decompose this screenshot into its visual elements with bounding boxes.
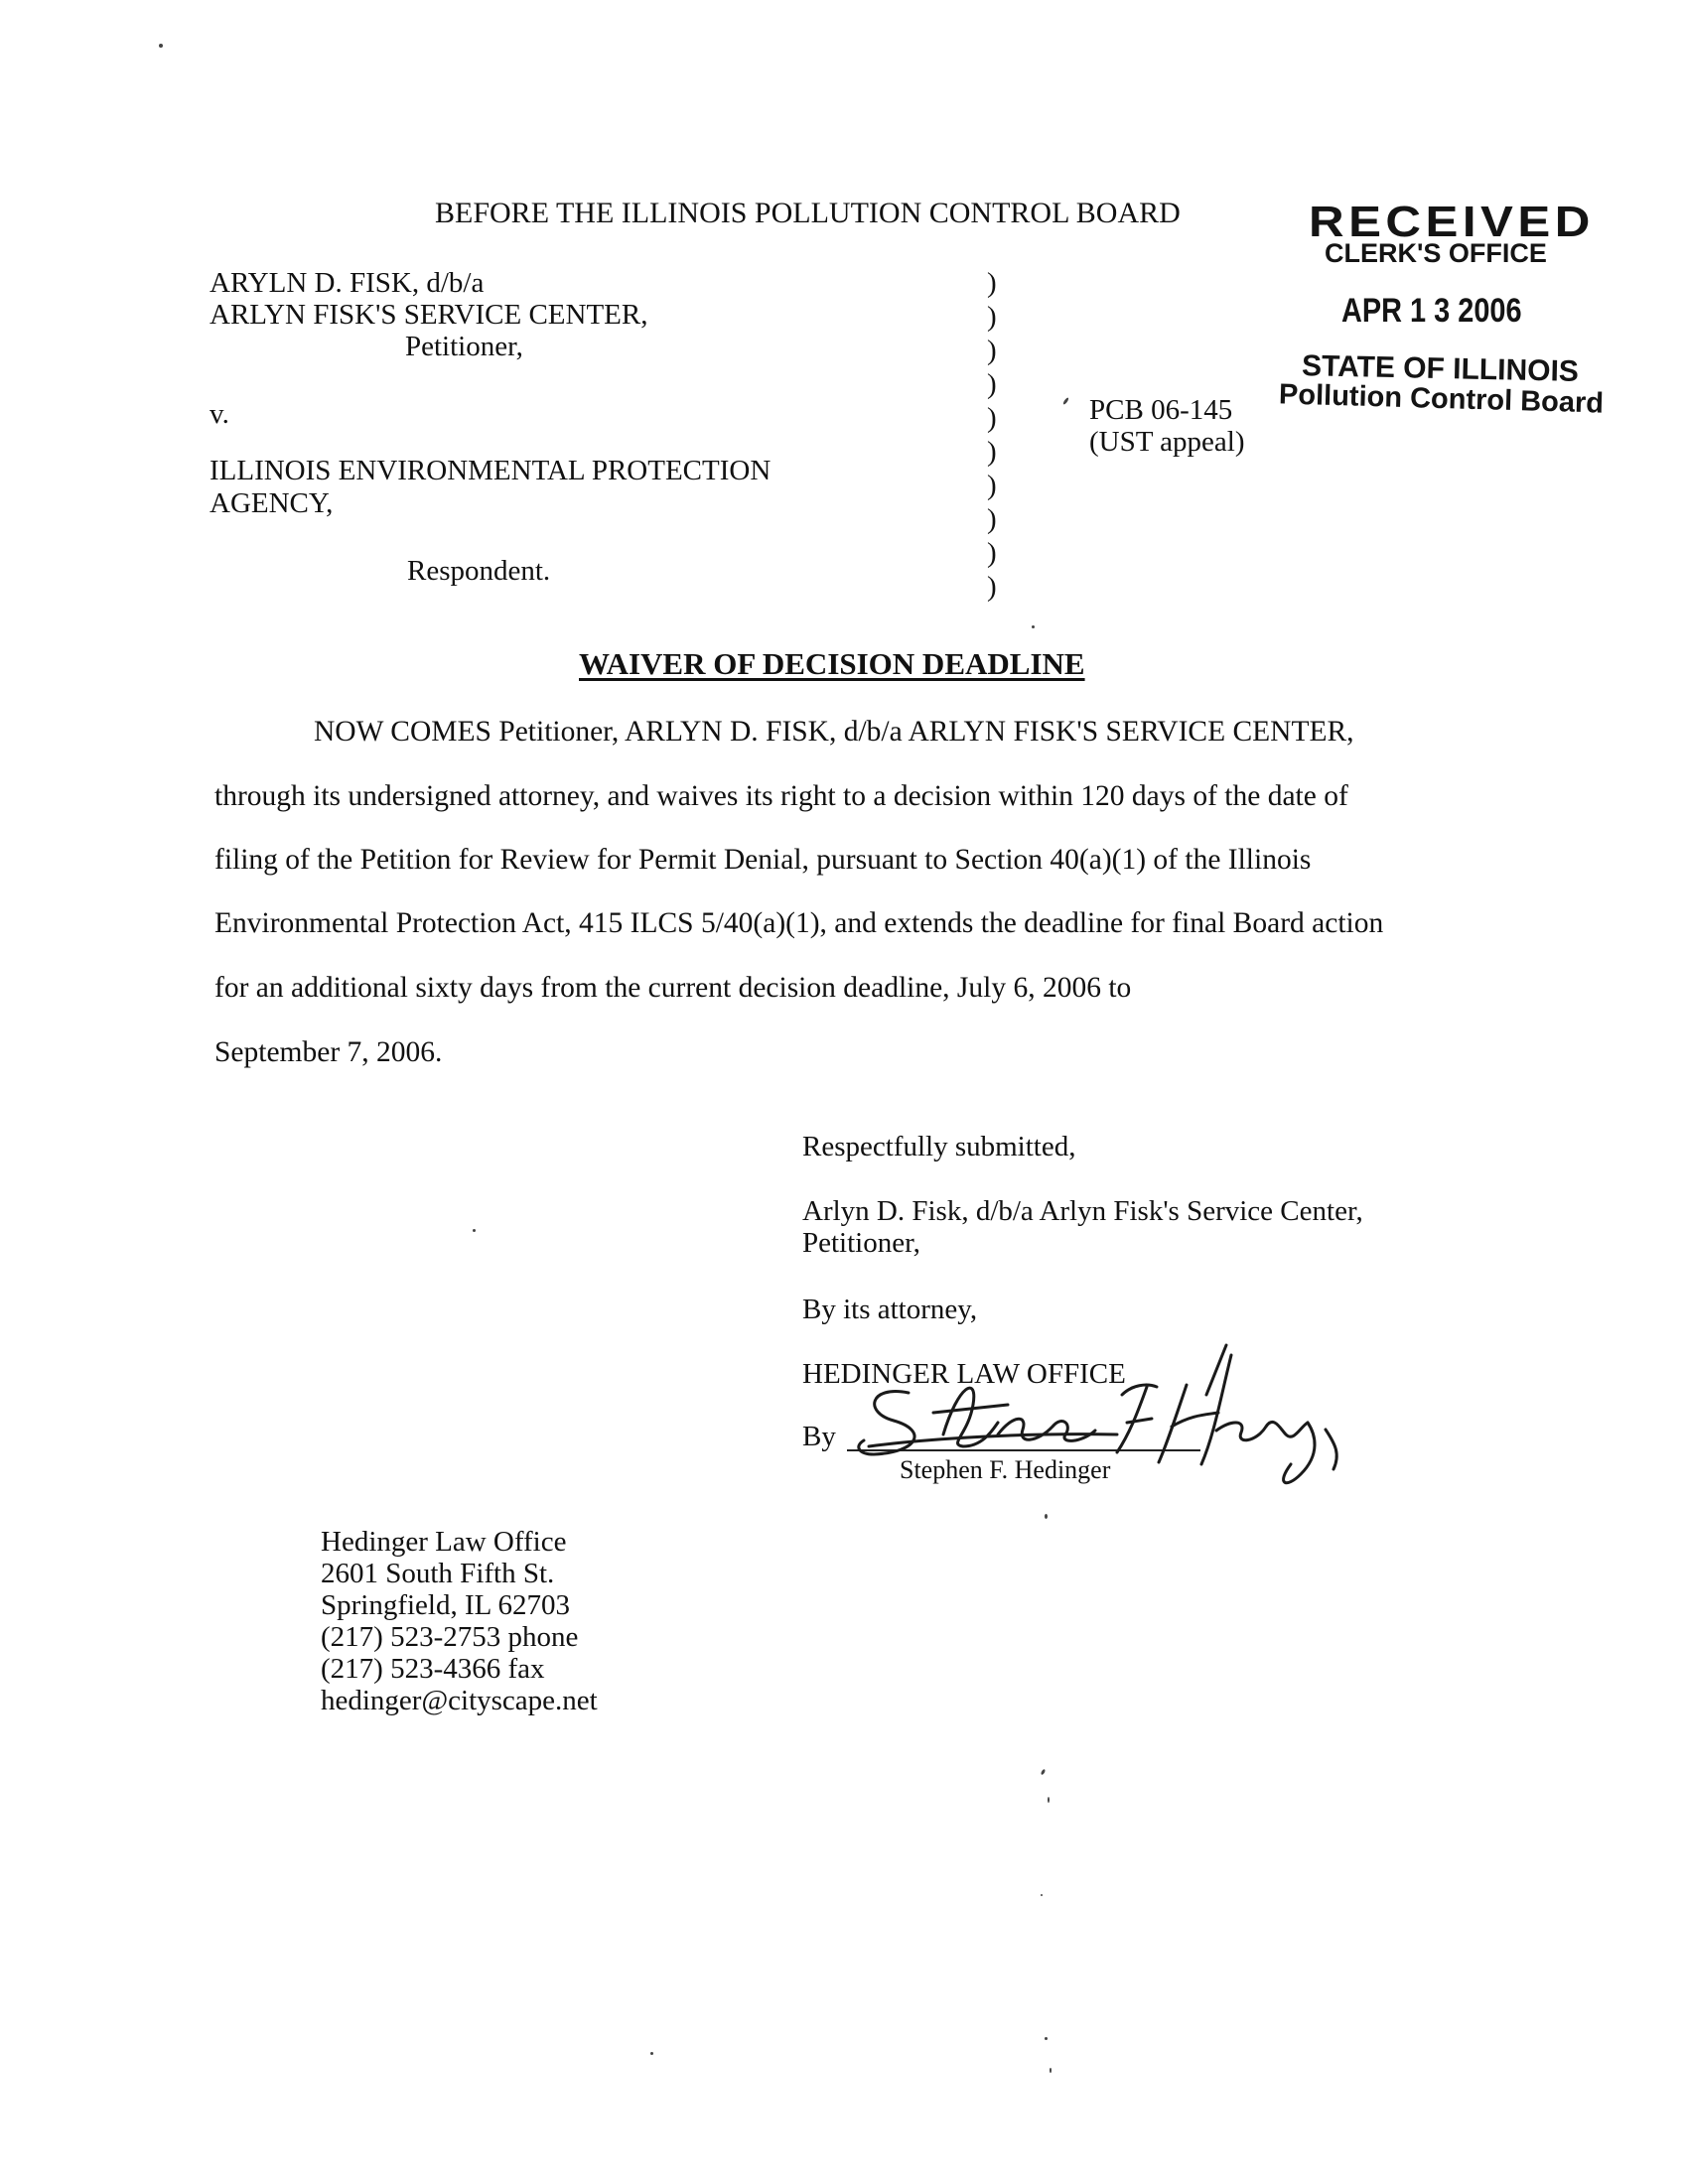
scan-speck (159, 44, 163, 48)
caption-paren-column (987, 266, 997, 604)
body-line: through its undersigned attorney, and waives its right to a decision within 120 days of the date of (214, 780, 1348, 812)
caption-paren: ) (987, 537, 997, 569)
contact-line: hedinger@cityscape.net (321, 1685, 598, 1716)
board-title: BEFORE THE ILLINOIS POLLUTION CONTROL BOARD (435, 197, 1181, 229)
case-type: (UST appeal) (1089, 426, 1245, 458)
caption-paren: ) (987, 301, 997, 333)
party-line2: Petitioner, (802, 1227, 920, 1259)
body-line: for an additional sixty days from the current decision deadline, July 6, 2006 to (214, 972, 1132, 1004)
stamp-state: STATE OF ILLINOIS (1301, 349, 1580, 388)
scan-speck (1032, 625, 1035, 628)
body-line: NOW COMES Petitioner, ARLYN D. FISK, d/b/a ARLYN FISK'S SERVICE CENTER, (314, 716, 1354, 748)
scan-speck (1050, 2068, 1052, 2073)
caption-paren: ) (987, 503, 997, 535)
scan-speck (650, 2052, 653, 2055)
contact-line: Springfield, IL 62703 (321, 1589, 571, 1621)
caption-paren: ) (987, 335, 997, 366)
caption-paren: ) (987, 402, 997, 434)
scan-speck (473, 1229, 476, 1232)
caption-paren: ) (987, 470, 997, 501)
caption-petitioner-business: ARLYN FISK'S SERVICE CENTER, (210, 299, 648, 331)
contact-line: (217) 523-2753 phone (321, 1621, 579, 1653)
handwritten-signature (849, 1335, 1345, 1504)
document-title: WAIVER OF DECISION DEADLINE (579, 646, 1085, 681)
stamp-board: Pollution Control Board (1278, 378, 1605, 420)
scan-speck (1048, 1797, 1050, 1803)
caption-respondent-line2: AGENCY, (210, 487, 334, 519)
firm-name: HEDINGER LAW OFFICE (802, 1358, 1126, 1390)
caption-respondent-role: Respondent. (407, 555, 551, 587)
stamp-received: RECEIVED (1309, 198, 1595, 246)
caption-petitioner-name: ARYLN D. FISK, d/b/a (210, 267, 485, 299)
scan-speck (1041, 1894, 1043, 1896)
caption-paren: ) (987, 436, 997, 468)
party-line1: Arlyn D. Fisk, d/b/a Arlyn Fisk's Service Center, (802, 1195, 1363, 1227)
by-label: By (802, 1421, 836, 1452)
scan-speck (1045, 1514, 1048, 1519)
caption-versus: v. (210, 398, 229, 430)
signer-name: Stephen F. Hedinger (900, 1455, 1111, 1484)
contact-line: (217) 523-4366 fax (321, 1653, 545, 1685)
body-line: Environmental Protection Act, 415 ILCS 5/40(a)(1), and extends the deadline for final Board action (214, 907, 1384, 939)
body-line: September 7, 2006. (214, 1036, 443, 1068)
stamp-clerks-office: CLERK'S OFFICE (1325, 238, 1547, 268)
scan-speck (1045, 2037, 1048, 2040)
caption-paren: ) (987, 571, 997, 603)
case-number: PCB 06-145 (1089, 394, 1233, 426)
caption-paren: ) (987, 267, 997, 299)
body-line: filing of the Petition for Review for Permit Denial, pursuant to Section 40(a)(1) of the Illinois (214, 844, 1312, 876)
contact-line: 2601 South Fifth St. (321, 1558, 555, 1589)
by-attorney: By its attorney, (802, 1294, 978, 1325)
closing: Respectfully submitted, (802, 1131, 1076, 1162)
scan-speck (1041, 1769, 1047, 1776)
scan-speck (1062, 397, 1069, 405)
contact-line: Hedinger Law Office (321, 1526, 567, 1558)
caption-respondent-line1: ILLINOIS ENVIRONMENTAL PROTECTION (210, 455, 772, 486)
stamp-date: APR 1 3 2006 (1341, 292, 1522, 330)
caption-petitioner-role: Petitioner, (405, 331, 523, 362)
caption-paren: ) (987, 368, 997, 400)
